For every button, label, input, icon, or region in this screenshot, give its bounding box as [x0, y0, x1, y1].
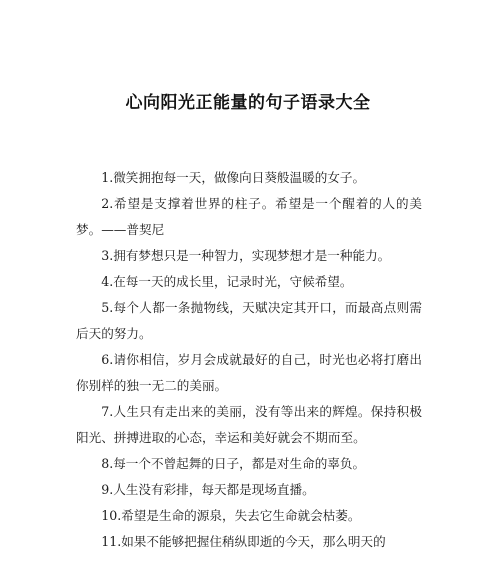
paragraph-4: 4.在每一天的成长里，记录时光，守候希望。 — [101, 274, 353, 289]
paragraph-5: 5.每个人都一条抛物线，天赋决定其开口，而最高点则需后天的努力。 — [76, 300, 422, 341]
paragraph-10: 10.希望是生命的源泉，失去它生命就会枯萎。 — [101, 508, 361, 523]
paragraph-2: 2.希望是支撑着世界的柱子。希望是一个醒着的人的美梦。——普契尼 — [76, 196, 422, 237]
paragraph-1: 1.微笑拥抱每一天，做像向日葵般温暖的女子。 — [101, 170, 366, 185]
paragraph-11: 11.如果不能够把握住稍纵即逝的今天，那么明天的 — [101, 534, 386, 549]
paragraph-9: 9.人生没有彩排，每天都是现场直播。 — [101, 482, 315, 497]
paragraph-3: 3.拥有梦想只是一种智力，实现梦想才是一种能力。 — [101, 248, 391, 263]
document-title: 心向阳光正能量的句子语录大全 — [125, 93, 371, 113]
paragraph-8: 8.每一个不曾起舞的日子，都是对生命的辜负。 — [101, 456, 366, 471]
document-body — [76, 165, 422, 555]
paragraph-7: 7.人生只有走出来的美丽，没有等出来的辉煌。保持积极阳光、拼搏进取的心态，幸运和美好就会不期而至。 — [76, 404, 422, 445]
paragraph-6: 6.请你相信，岁月会成就最好的自己，时光也必将打磨出你别样的独一无二的美丽。 — [76, 352, 422, 393]
